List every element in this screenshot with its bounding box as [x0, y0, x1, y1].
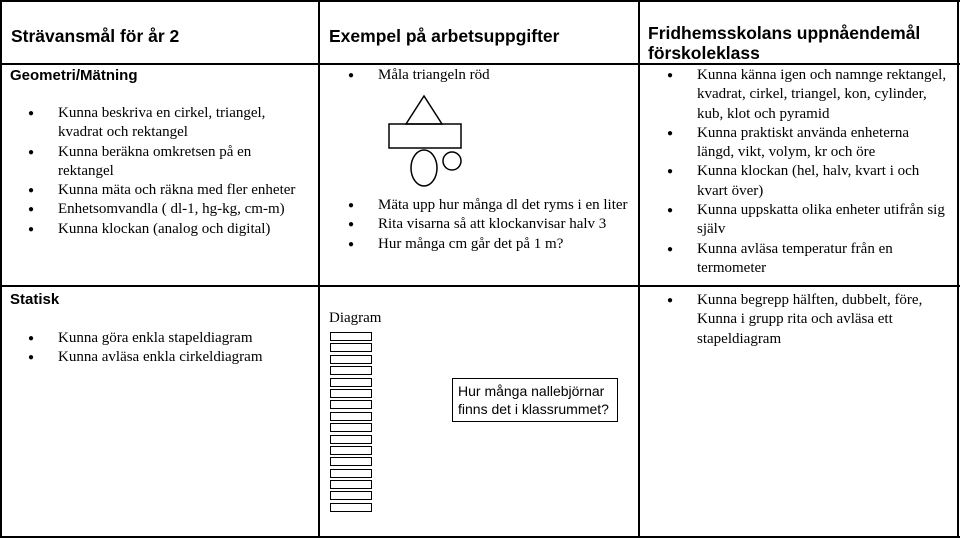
diagram-bar-cell [330, 480, 372, 489]
diagram-bar-cell [330, 491, 372, 500]
diagram-bar-cell [330, 355, 372, 364]
list-item: ● Kunna känna igen och namnge rektangel, kvadrat, cirkel, triangel, kon, cylinder, kub, klot och pyramid [667, 66, 947, 124]
table-border-left [0, 0, 2, 538]
diagram-bar-cell [330, 469, 372, 478]
diagram-bar-cell [330, 366, 372, 375]
header-strävansmål: Strävansmål för år 2 [11, 26, 180, 46]
section-title-geometri: Geometri/Mätning [10, 67, 138, 84]
list-item: ● Kunna klockan (analog och digital) [28, 220, 308, 239]
header-exempel: Exempel på arbetsuppgifter [329, 26, 560, 46]
diagram-bar-cell [330, 378, 372, 387]
triangle-shape [406, 96, 442, 124]
list-item: ● Måla triangeln röd [348, 66, 628, 85]
diagram-bar-cell [330, 423, 372, 432]
table-border-bottom [0, 536, 960, 538]
section-title-statistik: Statisk [10, 291, 60, 308]
header-uppnåendemål: Fridhemsskolans uppnåendemål förskoleklass [648, 23, 921, 63]
header-divider [0, 63, 960, 65]
oval-shape [411, 150, 437, 186]
callout-text: Hur många nallebjörnar finns det i klassrummet? [458, 383, 609, 417]
list-item: ● Enhetsomvandla ( dl-1, hg-kg, cm-m) [28, 200, 308, 219]
diagram-bar-cell [330, 389, 372, 398]
diagram-bar-cell [330, 343, 372, 352]
shape-figure [385, 94, 467, 200]
list-item: ● Kunna beräkna omkretsen på en rektangel [28, 143, 308, 182]
list-item: ● Kunna beskriva en cirkel, triangel, kvadrat och rektangel [28, 104, 308, 143]
diagram-bar-cell [330, 435, 372, 444]
diagram-bar-cell [330, 457, 372, 466]
list-item: ● Kunna uppskatta olika enheter utifrån sig själv [667, 201, 947, 240]
diagram-bar-cell [330, 400, 372, 409]
list-item: ● Rita visarna så att klockanvisar halv 3 [348, 215, 632, 234]
list-item: ● Hur många cm går det på 1 m? [348, 235, 632, 254]
callout-box [452, 378, 618, 422]
list-item: ● Kunna klockan (hel, halv, kvart i och kvart över) [667, 162, 947, 201]
bar-stack-diagram [330, 332, 372, 524]
diagram-label: Diagram [329, 310, 382, 326]
statistik-goals-list [28, 329, 308, 368]
list-item: ● Kunna praktiskt använda enheterna längd, vikt, volym, kr och öre [667, 124, 947, 163]
table-border-right [957, 0, 959, 538]
diagram-bar-cell [330, 332, 372, 341]
circle-shape [443, 152, 461, 170]
column-divider-2 [638, 0, 640, 538]
row-divider [0, 285, 960, 287]
geometri-tasks-bottom [348, 196, 632, 254]
list-item: ● Kunna avläsa temperatur från en termometer [667, 240, 947, 279]
geometri-targets-list [667, 66, 947, 278]
list-item: ● Kunna mäta och räkna med fler enheter [28, 181, 308, 200]
rectangle-shape [389, 124, 461, 148]
column-divider-1 [318, 0, 320, 538]
statistik-targets-list [667, 291, 947, 349]
list-item: ● Mäta upp hur många dl det ryms i en liter [348, 196, 632, 215]
list-item: ● Kunna begrepp hälften, dubbelt, före, Kunna i grupp rita och avläsa ett stapeldiagram [667, 291, 947, 349]
list-item: ● Kunna avläsa enkla cirkeldiagram [28, 348, 308, 367]
diagram-bar-cell [330, 412, 372, 421]
diagram-bar-cell [330, 503, 372, 512]
geometri-tasks-top [348, 66, 628, 85]
geometri-goals-list [28, 104, 308, 239]
list-item: ● Kunna göra enkla stapeldiagram [28, 329, 308, 348]
diagram-bar-cell [330, 446, 372, 455]
table-border-top [0, 0, 960, 2]
